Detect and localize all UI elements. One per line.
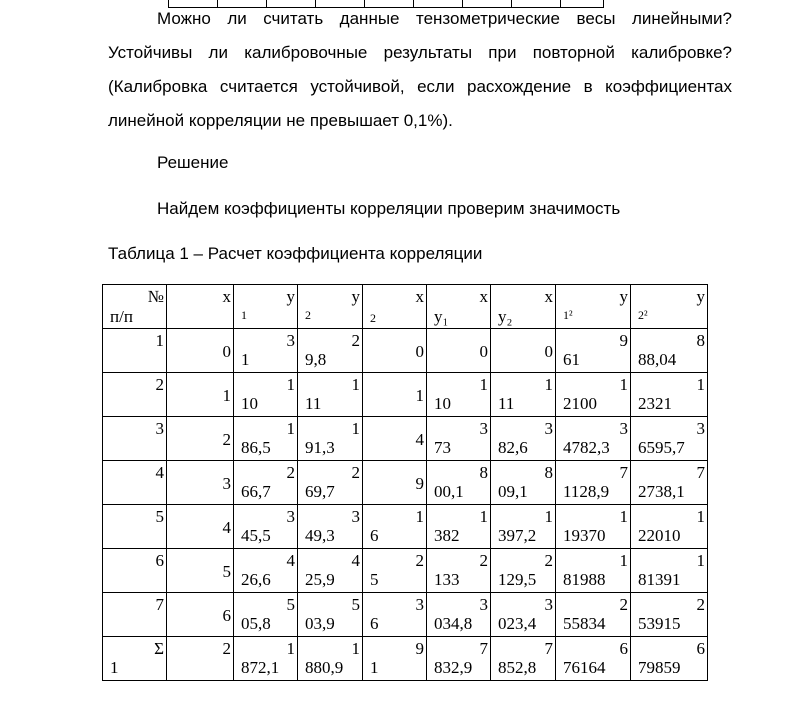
table-cell xyxy=(234,461,298,505)
table-cell xyxy=(298,593,363,637)
cell-value: 6 xyxy=(370,614,379,633)
table-cell xyxy=(167,505,234,549)
table-cell xyxy=(556,593,631,637)
cell-value: 55834 xyxy=(563,614,606,633)
table-cell xyxy=(427,417,491,461)
cell-value: x xyxy=(544,287,553,306)
question-line: Устойчивы ли калибровочные результаты при повторной калибровке? xyxy=(108,43,732,62)
table-cell xyxy=(167,329,234,373)
cell-value: 2738,1 xyxy=(638,482,685,501)
table-cell xyxy=(103,417,167,461)
table-cell xyxy=(556,417,631,461)
table-row xyxy=(103,637,708,681)
cell-value: 1 xyxy=(619,551,628,570)
table-cell xyxy=(167,637,234,681)
table-cell xyxy=(167,373,234,417)
cell-value: x xyxy=(479,287,488,306)
cell-value: 7 xyxy=(696,463,705,482)
cell-value: 1 xyxy=(619,375,628,394)
cell-value: 1 xyxy=(696,375,705,394)
cell-value: 10 xyxy=(434,394,451,413)
table-cell xyxy=(103,329,167,373)
cell-value: 1 xyxy=(619,507,628,526)
table-cell xyxy=(631,373,708,417)
table-cell xyxy=(556,549,631,593)
cell-value: 7 xyxy=(619,463,628,482)
cell-value: 832,9 xyxy=(434,658,473,677)
table-cell xyxy=(363,417,427,461)
cell-value: 3 xyxy=(479,419,488,438)
cell-value: 2 xyxy=(305,308,311,322)
cell-value: 4 xyxy=(415,430,424,449)
table-cell xyxy=(298,329,363,373)
cell-value: 11 xyxy=(305,394,322,413)
table-cell xyxy=(363,549,427,593)
cell-value: 86,5 xyxy=(241,438,271,457)
table-cell xyxy=(427,329,491,373)
table-cell xyxy=(491,461,556,505)
cell-value: y xyxy=(286,287,295,306)
cell-value: 4 xyxy=(155,463,164,482)
cell-value: 05,8 xyxy=(241,614,271,633)
table-cell xyxy=(556,329,631,373)
cell-value: 2² xyxy=(638,308,648,322)
table-cell xyxy=(491,417,556,461)
cell-value: 1128,9 xyxy=(563,482,610,501)
header-cell xyxy=(631,285,708,329)
cell-value: 1 xyxy=(415,386,424,405)
table-cell xyxy=(556,637,631,681)
cell-value: 8 xyxy=(544,463,553,482)
table-cell xyxy=(103,593,167,637)
cell-value: 10 xyxy=(241,394,258,413)
table-cell xyxy=(234,593,298,637)
header-cell xyxy=(427,285,491,329)
table-cell xyxy=(298,505,363,549)
question-line: (Калибровка считается устойчивой, если расхождение в коэффициентах xyxy=(108,77,732,96)
cell-value: 5 xyxy=(351,595,360,614)
table-cell xyxy=(363,329,427,373)
cell-value: 3 xyxy=(696,419,705,438)
table-row xyxy=(103,329,708,373)
cell-value: 00,1 xyxy=(434,482,464,501)
table-cell xyxy=(491,593,556,637)
table-row xyxy=(103,593,708,637)
table-row xyxy=(103,417,708,461)
cell-value: 1 xyxy=(241,308,247,322)
cell-value: 81391 xyxy=(638,570,681,589)
cell-value: п/п xyxy=(110,307,133,326)
cell-value: 8 xyxy=(479,463,488,482)
question-line: Можно ли считать данные тензометрические весы линейными? xyxy=(157,9,732,28)
cell-value: 3 xyxy=(415,595,424,614)
cell-value: 3 xyxy=(286,507,295,526)
cell-value: 03,9 xyxy=(305,614,335,633)
cell-value: Σ xyxy=(154,639,164,658)
table-cell xyxy=(427,637,491,681)
cell-value: 1 xyxy=(351,639,360,658)
cell-value: y₁ xyxy=(434,307,449,326)
table-cell xyxy=(298,417,363,461)
table-cell xyxy=(363,637,427,681)
cell-value: 3 xyxy=(619,419,628,438)
table-cell xyxy=(631,461,708,505)
table-cell xyxy=(103,549,167,593)
question-paragraph xyxy=(108,2,732,138)
cell-value: x xyxy=(415,287,424,306)
table-cell xyxy=(298,373,363,417)
cell-value: 2 xyxy=(222,639,231,658)
cell-value: 2 xyxy=(351,331,360,350)
table-cell xyxy=(234,505,298,549)
cell-value: 1 xyxy=(286,639,295,658)
cell-value: 4782,3 xyxy=(563,438,610,457)
cell-value: 1 xyxy=(479,507,488,526)
cell-value: 66,7 xyxy=(241,482,271,501)
cell-value: 3 xyxy=(479,595,488,614)
header-cell xyxy=(103,285,167,329)
cell-value: y xyxy=(696,287,705,306)
cell-value: 1 xyxy=(696,507,705,526)
cell-value: 2 xyxy=(696,595,705,614)
cell-value: 2321 xyxy=(638,394,672,413)
cell-value: № xyxy=(147,287,164,306)
cell-value: 4 xyxy=(351,551,360,570)
cell-value: x xyxy=(222,287,231,306)
cell-value: 6 xyxy=(155,551,164,570)
cell-value: 22010 xyxy=(638,526,681,545)
table-cell xyxy=(491,373,556,417)
cell-value: 5 xyxy=(286,595,295,614)
cell-value: 3 xyxy=(351,507,360,526)
cell-value: 034,8 xyxy=(434,614,473,633)
table-cell xyxy=(234,329,298,373)
cell-value: 5 xyxy=(222,562,231,581)
cell-value: 19370 xyxy=(563,526,606,545)
table-cell xyxy=(363,461,427,505)
table-cell xyxy=(298,549,363,593)
cell-value: 1 xyxy=(286,419,295,438)
cell-value: 53915 xyxy=(638,614,681,633)
cell-value: 0 xyxy=(544,342,553,361)
table-row xyxy=(103,505,708,549)
cell-value: 8 xyxy=(696,331,705,350)
cell-value: 6 xyxy=(370,526,379,545)
cell-value: 82,6 xyxy=(498,438,528,457)
header-cell xyxy=(167,285,234,329)
table-cell xyxy=(427,461,491,505)
cell-value: 1 xyxy=(415,507,424,526)
cell-value: 1 xyxy=(370,658,379,677)
cell-value: 6 xyxy=(619,639,628,658)
table-cell xyxy=(631,593,708,637)
cell-value: 7 xyxy=(479,639,488,658)
cell-value: 1 xyxy=(351,375,360,394)
table-cell xyxy=(556,461,631,505)
cell-value: 73 xyxy=(434,438,451,457)
cell-value: 2 xyxy=(479,551,488,570)
cell-value: 2 xyxy=(351,463,360,482)
table-cell xyxy=(234,549,298,593)
cell-value: 7 xyxy=(155,595,164,614)
table-body xyxy=(103,285,708,681)
table-row xyxy=(103,461,708,505)
cell-value: 5 xyxy=(370,570,379,589)
cell-value: 4 xyxy=(222,518,231,537)
table-cell xyxy=(427,505,491,549)
table-cell xyxy=(167,461,234,505)
table-cell xyxy=(103,461,167,505)
table-cell xyxy=(631,329,708,373)
cell-value: 3 xyxy=(155,419,164,438)
cell-value: 2 xyxy=(370,311,376,325)
find-coefficients-text: Найдем коэффициенты корреляции проверим значимость xyxy=(157,199,621,218)
cell-value: 9 xyxy=(415,639,424,658)
cell-value: 2 xyxy=(415,551,424,570)
cell-value: 880,9 xyxy=(305,658,344,677)
cell-value: 25,9 xyxy=(305,570,335,589)
cell-value: 1 xyxy=(351,419,360,438)
cell-value: 3 xyxy=(222,474,231,493)
cell-value: 2 xyxy=(619,595,628,614)
cell-value: 09,1 xyxy=(498,482,528,501)
cell-value: 1 xyxy=(155,331,164,350)
table-cell xyxy=(427,593,491,637)
table-cell xyxy=(298,637,363,681)
table-cell xyxy=(491,329,556,373)
cell-value: 9,8 xyxy=(305,350,327,369)
cell-value: 1 xyxy=(222,386,231,405)
table-cell xyxy=(298,461,363,505)
cell-value: y xyxy=(351,287,360,306)
header-cell xyxy=(363,285,427,329)
header-cell xyxy=(298,285,363,329)
table-cell xyxy=(556,373,631,417)
header-cell xyxy=(491,285,556,329)
cell-value: 397,2 xyxy=(498,526,537,545)
solution-heading: Решение xyxy=(157,153,229,172)
table-cell xyxy=(363,373,427,417)
table-cell xyxy=(427,549,491,593)
cell-value: 6 xyxy=(696,639,705,658)
table-caption: Таблица 1 – Расчет коэффициента корреляции xyxy=(108,244,483,263)
table-cell xyxy=(491,637,556,681)
header-cell xyxy=(234,285,298,329)
cell-value: 1 xyxy=(110,658,119,677)
cell-value: 1 xyxy=(544,375,553,394)
cell-value: 0 xyxy=(479,342,488,361)
cell-value: 49,3 xyxy=(305,526,335,545)
table-row xyxy=(103,373,708,417)
table-cell xyxy=(556,505,631,549)
cell-value: 11 xyxy=(498,394,515,413)
table-cell xyxy=(631,549,708,593)
cell-value: 2 xyxy=(286,463,295,482)
cell-value: 4 xyxy=(286,551,295,570)
cell-value: 69,7 xyxy=(305,482,335,501)
cell-value: 1 xyxy=(479,375,488,394)
table-cell xyxy=(103,505,167,549)
cell-value: 1 xyxy=(286,375,295,394)
cell-value: 1 xyxy=(696,551,705,570)
table-cell xyxy=(234,373,298,417)
cell-value: 5 xyxy=(155,507,164,526)
cell-value: 6 xyxy=(222,606,231,625)
cell-value: 2100 xyxy=(563,394,597,413)
table-cell xyxy=(103,637,167,681)
table-cell xyxy=(167,593,234,637)
cell-value: 0 xyxy=(222,342,231,361)
cell-value: 852,8 xyxy=(498,658,537,677)
table-header-row xyxy=(103,285,708,329)
cell-value: 81988 xyxy=(563,570,606,589)
table-cell xyxy=(363,505,427,549)
cell-value: 0 xyxy=(415,342,424,361)
cell-value: 26,6 xyxy=(241,570,271,589)
cell-value: 2 xyxy=(155,375,164,394)
table-cell xyxy=(234,417,298,461)
cell-value: 872,1 xyxy=(241,658,280,677)
cell-value: 91,3 xyxy=(305,438,335,457)
cell-value: 3 xyxy=(544,419,553,438)
table-cell xyxy=(167,417,234,461)
table-cell xyxy=(631,637,708,681)
table-row xyxy=(103,549,708,593)
cell-value: 9 xyxy=(415,474,424,493)
table-cell xyxy=(491,505,556,549)
cell-value: 023,4 xyxy=(498,614,537,633)
table-cell xyxy=(234,637,298,681)
cell-value: 129,5 xyxy=(498,570,537,589)
cell-value: 3 xyxy=(544,595,553,614)
cell-value: 88,04 xyxy=(638,350,677,369)
cell-value: 6595,7 xyxy=(638,438,685,457)
table-cell xyxy=(491,549,556,593)
cell-value: 382 xyxy=(434,526,460,545)
cell-value: 3 xyxy=(286,331,295,350)
correlation-table xyxy=(102,284,708,681)
table-cell xyxy=(427,373,491,417)
cell-value: y₂ xyxy=(498,307,513,326)
table-cell xyxy=(103,373,167,417)
cell-value: y xyxy=(619,287,628,306)
cell-value: 1 xyxy=(241,350,250,369)
cell-value: 76164 xyxy=(563,658,606,677)
cell-value: 9 xyxy=(619,331,628,350)
table-cell xyxy=(631,417,708,461)
cell-value: 2 xyxy=(544,551,553,570)
cell-value: 79859 xyxy=(638,658,681,677)
header-cell xyxy=(556,285,631,329)
question-line: линейной корреляции не превышает 0,1%). xyxy=(108,111,453,130)
table-cell xyxy=(167,549,234,593)
cell-value: 1² xyxy=(563,308,573,322)
table-cell xyxy=(631,505,708,549)
cell-value: 7 xyxy=(544,639,553,658)
cell-value: 45,5 xyxy=(241,526,271,545)
table-cell xyxy=(363,593,427,637)
cell-value: 61 xyxy=(563,350,580,369)
cell-value: 2 xyxy=(222,430,231,449)
cell-value: 133 xyxy=(434,570,460,589)
cell-value: 1 xyxy=(544,507,553,526)
